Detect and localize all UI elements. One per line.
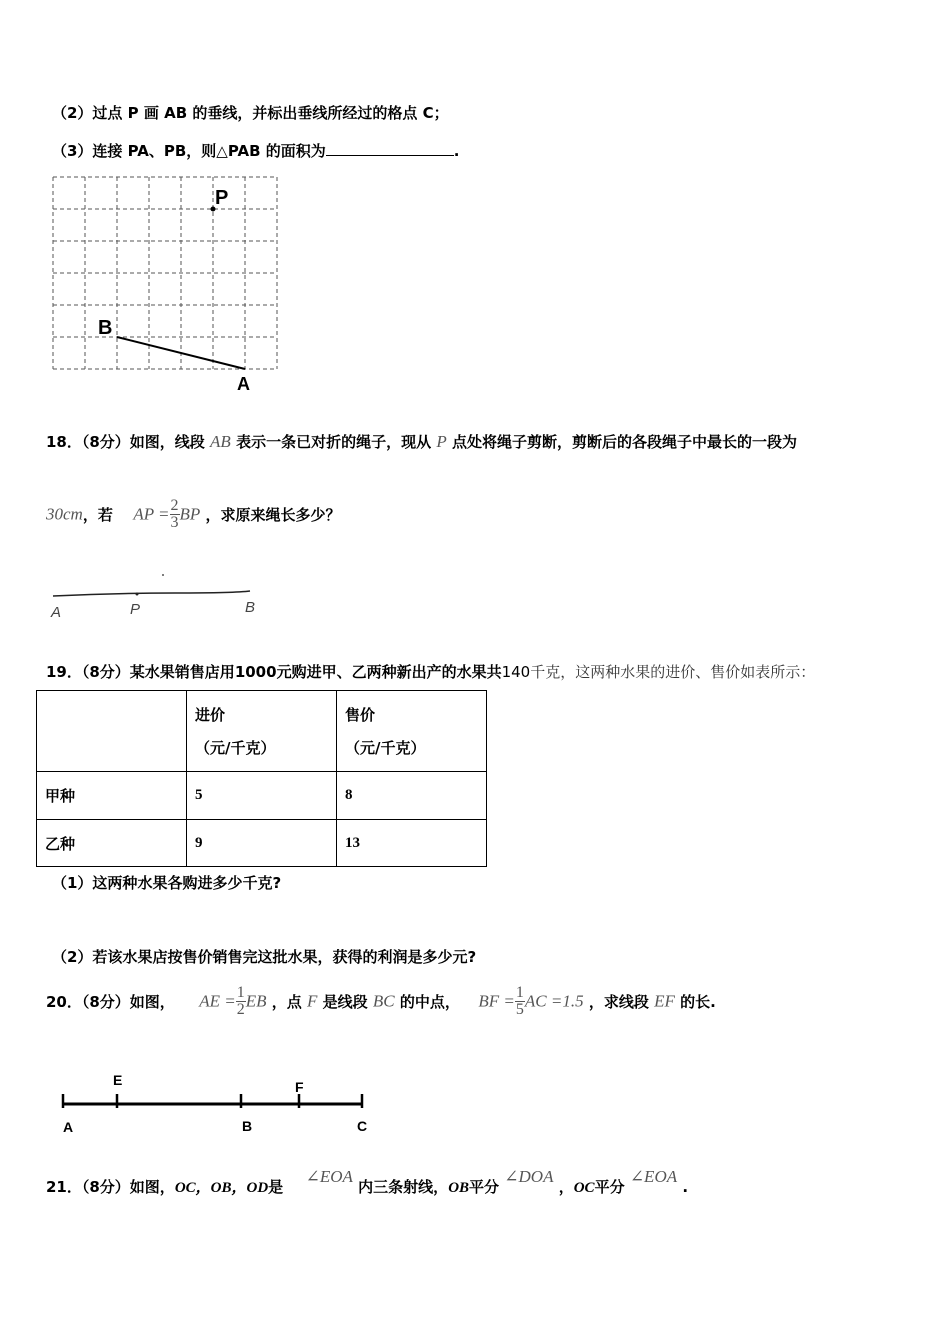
q17-part3-suffix: . — [453, 142, 460, 160]
q17-grid-figure — [40, 170, 300, 400]
row-name: 甲种 — [37, 772, 187, 820]
seg-label-f: F — [295, 1079, 304, 1095]
q18-mid1: 表示一条已对折的绳子，现从 — [236, 433, 432, 451]
q19-amount: 1000 — [234, 663, 277, 681]
rope-label-b: B — [245, 599, 256, 616]
q19-mid: 元购进甲、乙两种新出产的水果共 — [276, 663, 502, 681]
q20-seg-ef: EF — [654, 991, 675, 1011]
q18-length: 30cm — [46, 504, 83, 524]
q21-shi: 是 — [268, 1178, 284, 1196]
q18-frac-den: 3 — [170, 514, 179, 531]
point-p-dot — [136, 593, 139, 596]
q20-frac1-num: 1 — [236, 984, 245, 1001]
stray-dot — [162, 574, 164, 576]
q18-ruo: ，若 — [82, 506, 113, 524]
q18-lead: 18．（8分）如图，线段 — [46, 433, 205, 451]
q20-frac1-den: 2 — [236, 1001, 245, 1018]
q20-frac2-den: 5 — [515, 1001, 524, 1018]
q21-pingfen1: 平分 — [469, 1178, 500, 1196]
q21-comma: ， — [558, 1178, 574, 1196]
q20-fraction1 — [236, 985, 246, 1018]
q19-lead: 19．（8分）某水果销售店用 — [46, 663, 235, 681]
q18-mid2: 点处将绳子剪断，剪断后的各段绳子中最长的一段为 — [451, 433, 797, 451]
q19-tail: 千克，这两种水果的进价、售价如表所示： — [530, 663, 816, 681]
grid-lines — [53, 177, 277, 369]
table-header-empty — [37, 691, 187, 772]
table-row — [37, 772, 487, 820]
q18-fraction — [170, 498, 180, 531]
q18-eq-left: AP = — [133, 504, 170, 524]
table-header-sell — [337, 691, 487, 772]
q17-part3-text — [52, 140, 459, 161]
label-b: B — [98, 317, 113, 339]
q19-weight: 140 — [501, 663, 531, 681]
header-sell-unit: （元/千克） — [345, 739, 426, 757]
q20-seg-bc: BC — [372, 991, 395, 1011]
rope-line — [53, 591, 250, 596]
table-row — [37, 820, 487, 867]
rope-label-a: A — [51, 604, 62, 621]
q20-segment-figure — [50, 1068, 380, 1140]
q20-tail: 的长. — [680, 993, 716, 1011]
q18-point-p: P — [436, 432, 447, 451]
table-header-buy — [187, 691, 337, 772]
q17-part2-text: （2）过点 P 画 AB 的垂线，并标出垂线所经过的格点 C； — [52, 104, 449, 122]
q21-line — [46, 1167, 689, 1197]
q18-eq-right: BP — [179, 504, 201, 524]
q18-line1 — [46, 431, 797, 452]
seg-label-a: A — [63, 1119, 74, 1135]
q20-mid: 是线段 — [322, 993, 368, 1011]
q21-rays: OC，OB，OD — [174, 1180, 269, 1196]
q21-mid: 内三条射线， — [358, 1178, 449, 1196]
q20-dian: ，点 — [271, 993, 302, 1011]
q21-angle-eoa-2: ∠EOA — [629, 1167, 678, 1186]
q20-fraction2 — [515, 985, 525, 1018]
q21-oc: OC — [573, 1180, 595, 1196]
row-buy: 9 — [187, 820, 337, 867]
row-sell: 13 — [337, 820, 487, 867]
row-sell: 8 — [337, 772, 487, 820]
q20-eq2-left: BF = — [478, 991, 515, 1011]
answer-blank — [326, 141, 454, 156]
price-table — [36, 690, 487, 867]
q19-part1: （1）这两种水果各购进多少千克? — [52, 874, 282, 892]
q18-seg-ab: AB — [210, 432, 231, 451]
q18-line2 — [46, 498, 341, 531]
q20-qiu: ，求线段 — [588, 993, 649, 1011]
seg-label-b: B — [242, 1118, 253, 1134]
row-name: 乙种 — [37, 820, 187, 867]
q21-ob: OB — [448, 1180, 470, 1196]
q21-lead: 21．（8分）如图， — [46, 1178, 175, 1196]
header-buy-unit: （元/千克） — [195, 739, 276, 757]
q21-angle-doa: ∠DOA — [504, 1167, 554, 1186]
header-sell-label: 售价 — [345, 706, 376, 724]
q20-mid2: 的中点， — [399, 993, 460, 1011]
q20-eq2-right: AC =1.5 — [524, 991, 584, 1011]
q18-rope-figure — [45, 565, 275, 625]
q20-lead: 20．（8分）如图， — [46, 993, 175, 1011]
q19-part2: （2）若该水果店按售价销售完这批水果，获得的利润是多少元? — [52, 948, 477, 966]
q19-line1 — [46, 661, 815, 682]
q20-eq1-right: EB — [245, 991, 267, 1011]
label-a: A — [237, 374, 250, 394]
q21-pingfen2: 平分 — [594, 1178, 625, 1196]
q20-point-f: F — [307, 991, 318, 1011]
q20-frac2-num: 1 — [515, 984, 524, 1001]
q21-tail: . — [682, 1178, 689, 1196]
seg-label-c: C — [357, 1118, 368, 1134]
q21-angle-eoa: ∠EOA — [305, 1167, 353, 1186]
q20-line — [46, 985, 716, 1018]
rope-label-p: P — [130, 601, 141, 618]
row-buy: 5 — [187, 772, 337, 820]
q18-tail: ，求原来绳长多少？ — [205, 506, 341, 524]
q20-eq1-left: AE = — [199, 991, 236, 1011]
header-buy-label: 进价 — [195, 706, 226, 724]
q18-frac-num: 2 — [170, 497, 179, 514]
seg-label-e: E — [113, 1072, 123, 1088]
q17-part3-prefix: （3）连接 PA、PB，则△PAB 的面积为 — [52, 142, 326, 160]
label-p: P — [215, 187, 229, 209]
table-header-row — [37, 691, 487, 772]
